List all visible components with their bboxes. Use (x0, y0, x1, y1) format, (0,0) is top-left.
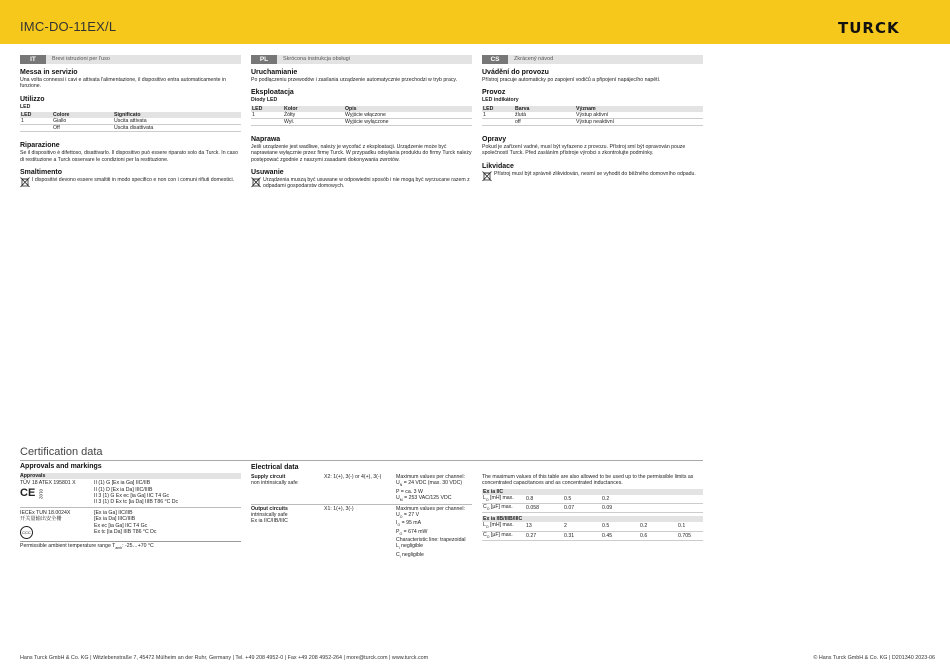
supply-sub: non intrinsically safe (251, 480, 298, 487)
table-header: Opis (344, 106, 472, 112)
section-text: Se il dispositivo è difettoso, disattivarlo. Il dispositivo può essere riparato solo da Turck. In caso di restituzione a Turck osservare le condizioni per la restituzione. (20, 150, 238, 163)
crossed-bin-icon (482, 171, 492, 182)
led-table (482, 106, 703, 126)
section-text: Jeśli urządzenie jest wadliwe, należy je wycofać z eksploatacji. Urządzenie może być naprawiane wyłącznie przez firmę Turck. W przypadku odsyłania produktu do firmy Turck należy postępować zgodnie z naszymi zasadami dokonywania zwrotów. (251, 143, 472, 163)
language-bar (482, 55, 703, 64)
electrical-title: Electrical data (251, 464, 299, 471)
output-value: $I_O = 95$ mA (396, 520, 422, 528)
section-text: Po podłączeniu przewodów i zasilania urządzenie automatycznie przechodzi w tryb pracy. (251, 77, 458, 83)
footer-copyright: © Hans Turck GmbH & Co. KG | D201340 2023-06 (813, 655, 935, 661)
output-value: Maximum values per channel: (396, 505, 465, 512)
table-row: off Výstup neaktivní (482, 118, 703, 125)
atex-mark: II (1) D [Ex ia Da] IIIC/IIIB (94, 486, 153, 493)
disposal-row (20, 177, 241, 188)
supply-terminals: X2: 1(+), 3(-) or 4(+), 3(-) (324, 474, 382, 480)
atex-mark: II (1) G [Ex ia Ga] IIC/IIB (94, 480, 151, 487)
section-title: Usuwanie (251, 169, 284, 177)
table-row: 1 žlutá Výstup aktivní (482, 112, 703, 119)
table-header: Význam (575, 106, 703, 112)
disposal-row (482, 171, 703, 182)
section-title: Uvádění do provozu (482, 69, 549, 76)
limits-note: The maximum values of this table are also allowed to be used up to the permissible limits as concentrated capacitances and as concentrated inductances. (482, 474, 694, 487)
table-row: $C_O$ [µF] max. 0.058 0.07 0.09 (482, 504, 703, 513)
table-row: Off Uscita disattivata (20, 125, 241, 132)
section-title: Naprawa (251, 135, 281, 143)
table-row: $L_O$ [mH] max. 0.8 0.5 0.2 (482, 495, 703, 504)
output-value: $L_i$ negligible (396, 543, 424, 551)
supply-value: P = ca. 3 W (396, 488, 423, 495)
document-title: IMC-DO-11EX/L (20, 19, 117, 34)
section-text: Una volta connessi i cavi e attivata l'alimentazione, il dispositivo entra automaticamente in funzione. (20, 77, 227, 90)
table-header: Significato (113, 112, 241, 118)
iecex-mark: [Ex ia Ga] IIC/IIB (94, 509, 133, 516)
language-code: PL (251, 55, 277, 64)
iecex-id: IECEx TUN 18.0024X (20, 509, 71, 516)
table-header: Ex ia IIB/IIIB/IIIC (482, 516, 703, 522)
table-header: Barva (514, 106, 575, 112)
output-value: $U_O = 27$ V (396, 512, 420, 520)
footer-address: Hans Turck GmbH & Co. KG | Witzlebenstraße 7, 45472 Mülheim an der Ruhr, Germany | Tel. +49 208 4952-0 | Fax +49 208 4952-264 | more@turck.com | www.turck.com (20, 655, 429, 661)
table-row: $L_O$ [mH] max. 13 2 0.5 0.2 0.1 (482, 522, 703, 531)
limits-section (482, 474, 703, 541)
table-header: Colore (52, 112, 113, 118)
ce-mark-text: CE (20, 487, 36, 500)
ambient-temperature: Permissible ambient temperature range $T_{amb}$: -25…+70 °C (20, 543, 154, 551)
section-title: Provoz (482, 89, 506, 97)
disposal-row (251, 177, 472, 190)
divider (20, 460, 703, 461)
section-title: Opravy (482, 135, 507, 143)
language-bar (251, 55, 472, 64)
section-subtitle: LED (20, 103, 31, 110)
output-head: Output circuits (251, 505, 288, 512)
section-subtitle: Diody LED (251, 97, 278, 104)
electrical-section (251, 464, 472, 560)
section-text: I dispositivi devono essere smaltiti in modo specifico e non con i comuni rifiuti domestici. (32, 177, 235, 184)
table-row: 1 Giallo Uscita attivata (20, 118, 241, 125)
language-name: Brevi istruzioni per l'uso (52, 56, 110, 63)
supply-value: $U_M = 253$ VAC/125 VDC (396, 494, 452, 502)
output-value: $P_O = 674$ mW (396, 528, 428, 536)
limits-table-iic (482, 489, 703, 514)
section-text: Přístroj musí být správně zlikvidován, nesmí se vyhodit do běžného domovního odpadu. (494, 170, 696, 177)
approvals-section (20, 463, 241, 552)
section-title: Utilizzo (20, 95, 45, 103)
table-row: 1 Żółty Wyjście włączone (251, 112, 472, 119)
column-pl (251, 55, 472, 190)
supply-value: Maximum values per channel: (396, 474, 465, 480)
output-sub: intrinsically safe (251, 512, 288, 519)
led-table (20, 112, 241, 132)
crossed-bin-icon (20, 177, 30, 188)
language-name: Zkrácený návod (514, 56, 554, 63)
iecex-mark: [Ex ia Da] IIIC/IIIB (94, 516, 136, 523)
cn-text: 开关量输出安全栅 (20, 516, 62, 523)
approvals-head: Approvals (20, 473, 241, 479)
approvals-title: Approvals and markings (20, 463, 102, 470)
section-title: Eksploatacja (251, 89, 294, 97)
output-terminals: X1: 1(+), 3(-) (324, 505, 354, 512)
ccc-icon: CCC (20, 526, 33, 539)
section-title: Messa in servizio (20, 69, 78, 76)
language-bar (20, 55, 241, 64)
column-cs (482, 55, 703, 182)
supply-value: $U_N = 24$ VDC (max. 30 VDC) (396, 480, 463, 488)
column-it (20, 55, 241, 188)
section-title: Likvidace (482, 162, 514, 170)
atex-id: TÜV 18 ATEX 195801 X (20, 480, 76, 487)
output-value: Characteristic line: trapezoidal (396, 537, 466, 544)
table-header: LED (20, 112, 52, 118)
table-row: Wył. Wyjście wyłączone (251, 118, 472, 125)
section-text: Urządzenia muszą być usuwane w odpowiedni sposób i nie mogą być wyrzucane razem z odpadami gospodarstw domowych. (263, 177, 470, 190)
supply-head: Supply circuit (251, 474, 286, 480)
header-band (0, 0, 950, 44)
language-code: CS (482, 55, 508, 64)
table-header: Ex ia IIC (482, 489, 703, 495)
output-sub: Ex ia IIC/IIB/IIIC (251, 518, 288, 525)
section-title: Uruchamianie (251, 69, 298, 76)
section-subtitle: LED indikátory (482, 97, 519, 104)
certification-title: Certification data (20, 446, 103, 458)
output-value: $C_i$ negligible (396, 551, 424, 559)
ce-number: 0102 (38, 488, 44, 499)
limits-table-iib (482, 516, 703, 541)
iecex-mark: Ex tc [ia Da] IIIB T86 °C Dc (94, 528, 157, 535)
section-title: Riparazione (20, 142, 60, 150)
section-title: Smaltimento (20, 169, 63, 177)
table-header: Kolor (283, 106, 344, 112)
table-row: $C_O$ [µF] max. 0.27 0.31 0.45 0.6 0.705 (482, 531, 703, 540)
led-table (251, 106, 472, 126)
language-code: IT (20, 55, 46, 64)
iecex-mark: Ex ec [ia Ga] IIC T4 Gc (94, 522, 148, 529)
turck-logo: TURCK (838, 19, 900, 37)
ce-mark (20, 489, 94, 499)
section-text: Přístroj pracuje automaticky po zapojení vodičů a připojení napájecího napětí. (482, 77, 661, 83)
table-header: LED (482, 106, 514, 112)
atex-mark: II 3 (1) G Ex ec [ia Ga] IIC T4 Gc (94, 492, 170, 499)
language-name: Skrócona instrukcja obsługi (283, 56, 350, 63)
crossed-bin-icon (251, 177, 261, 188)
section-text: Pokud je zařízení vadné, musí být vyřazeno z provozu. Přístroj smí být opravován pouze společností Turck. Před zasláním přístroje výrobci s zkontrolujte podmínky. (482, 143, 686, 157)
atex-mark: II 3 (1) D Ex tc [ia Da] IIIB T86 °C Dc (94, 499, 179, 506)
table-header: LED (251, 106, 283, 112)
